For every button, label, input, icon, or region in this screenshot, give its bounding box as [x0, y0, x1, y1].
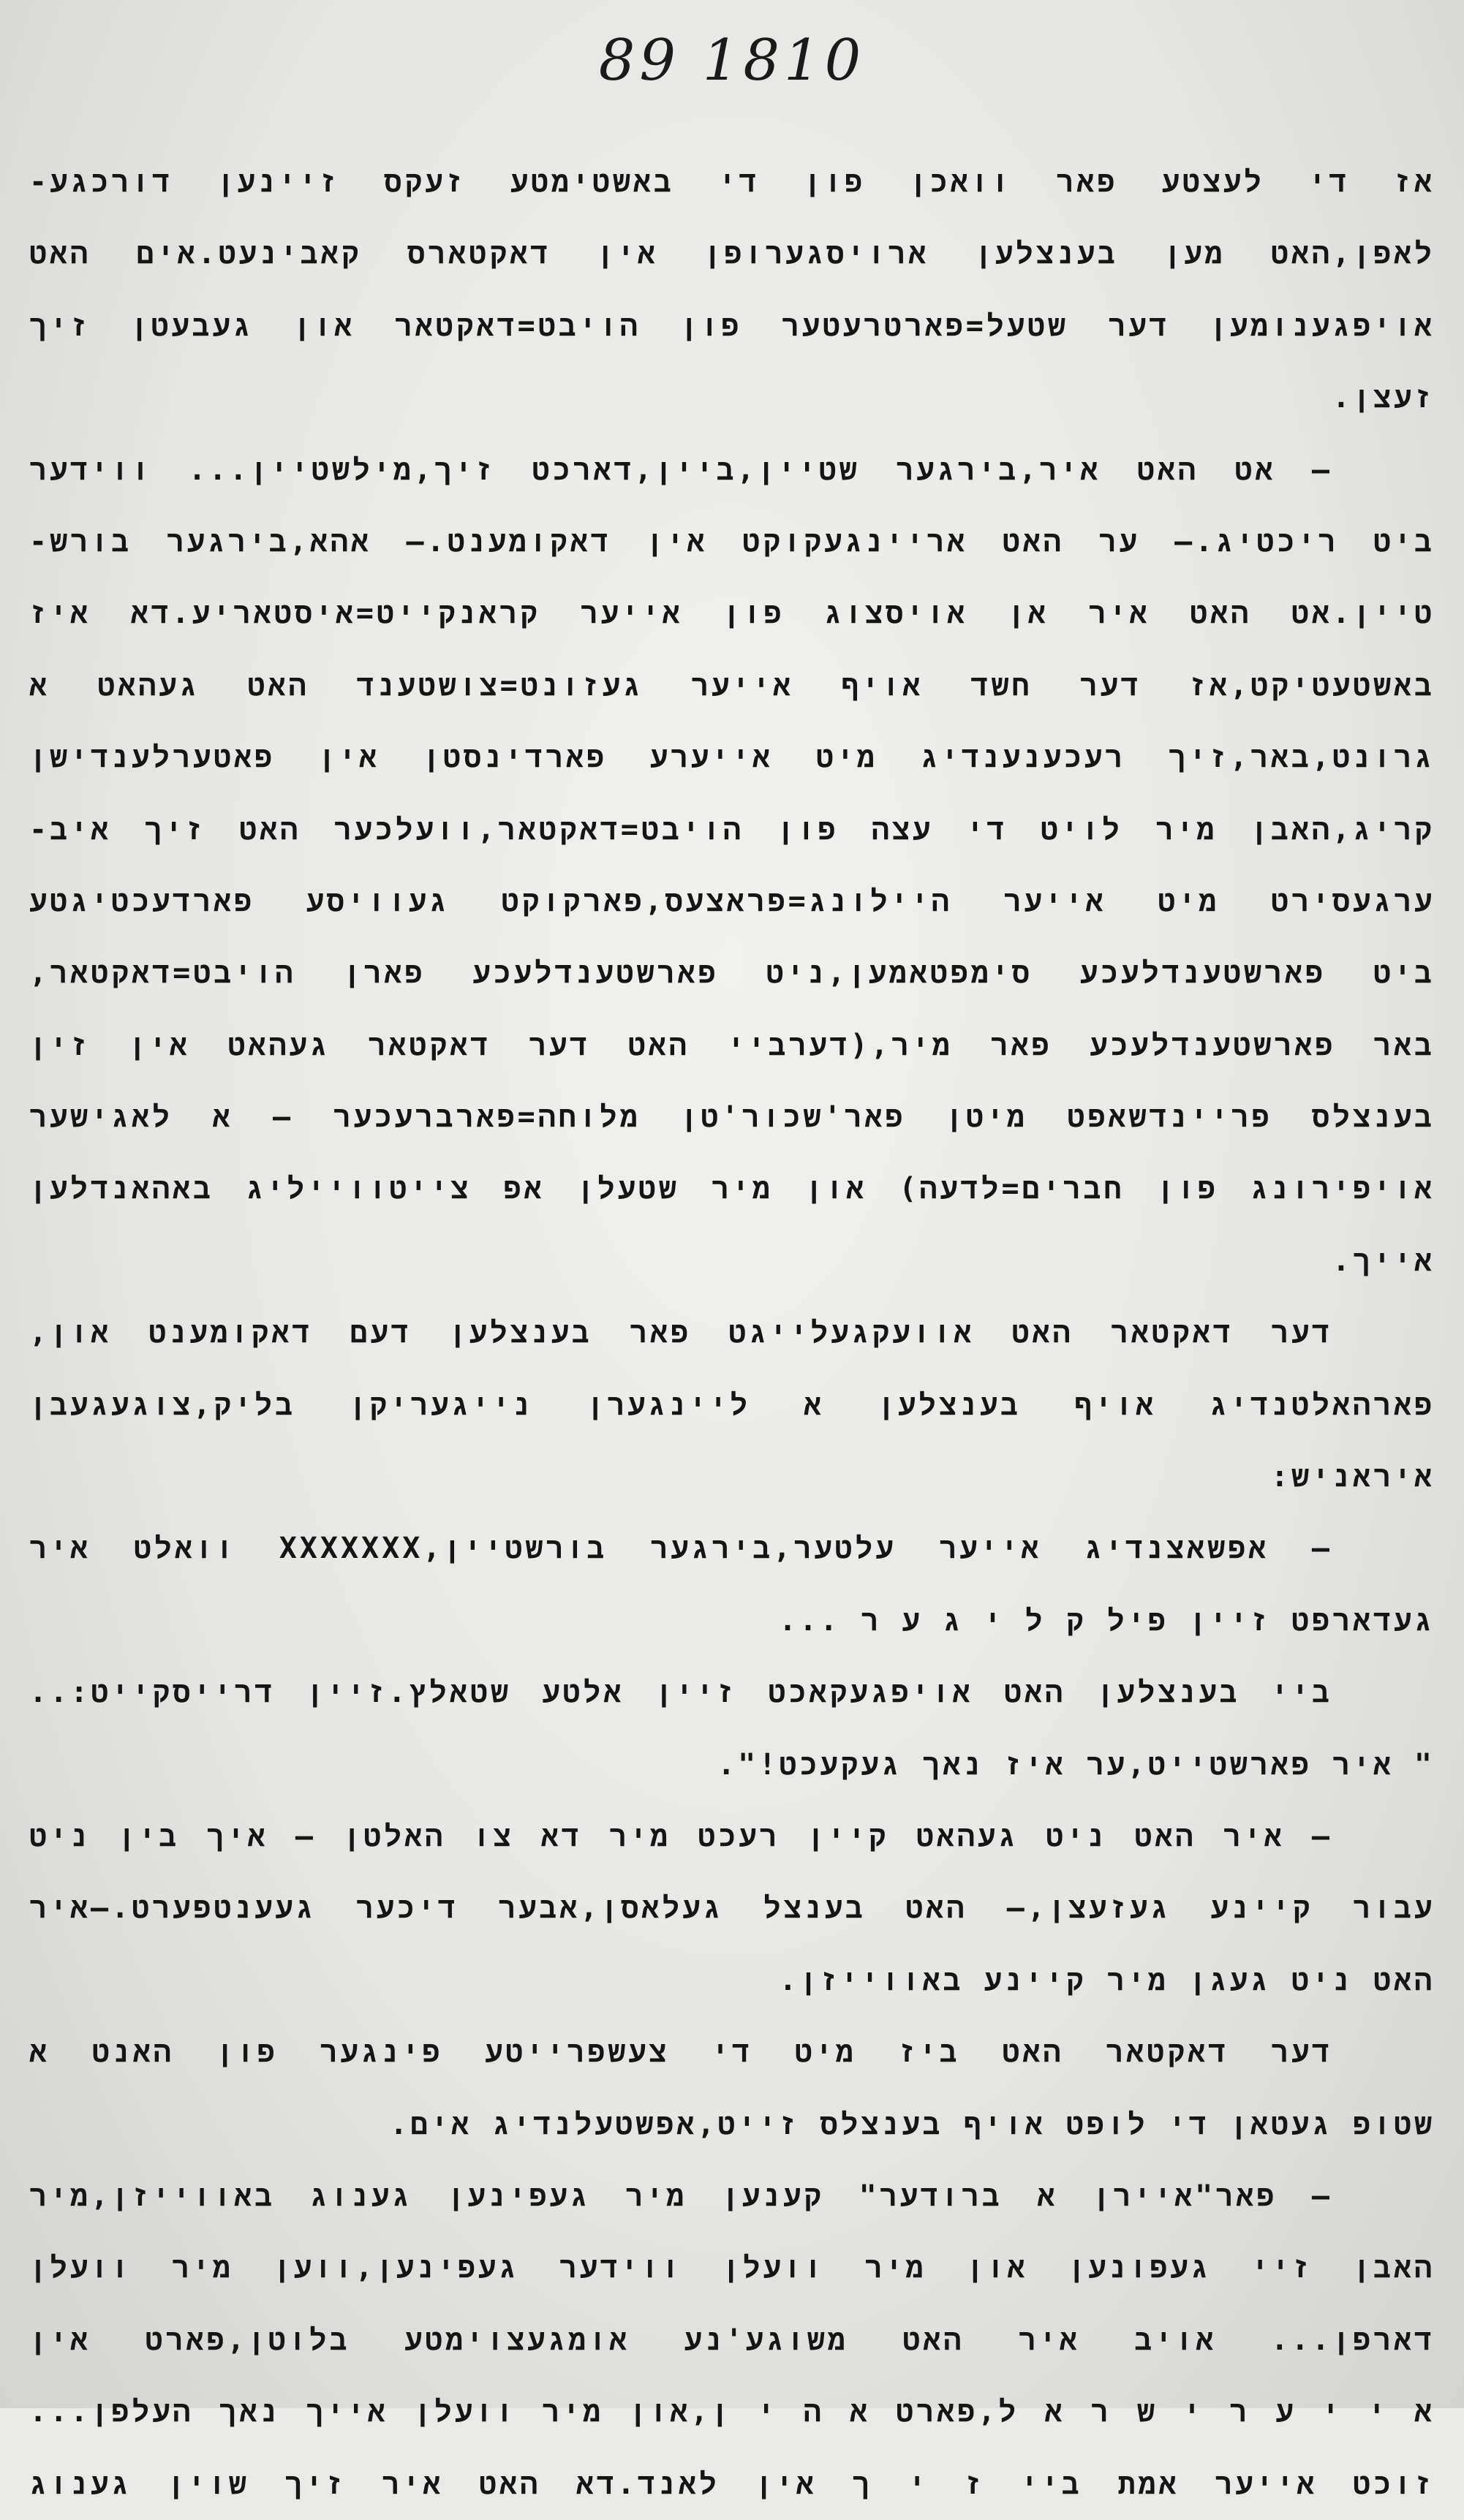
text-line: גרונט,באר,זיך רעכענענדיג מיט אייערע פארדינסטן אין פאטערלענדישן [29, 741, 1435, 775]
text-line: — אפשאצנדיג אייער עלטער,בירגער בורשטיין,XXXXXXX וואלט איר [29, 1532, 1332, 1566]
text-line: — פאר"איירן א ברודער" קענען מיר געפינען גענוג באווייזן,מיר [29, 2179, 1332, 2213]
text-line: איראניש: [1270, 1460, 1435, 1494]
text-line: " איר פארשטייט,ער איז נאך געקעכט!". [717, 1747, 1435, 1782]
text-line: — איר האט ניט געהאט קיין רעכט מיר דא צו האלטן — איך בין ניט [29, 1819, 1332, 1853]
text-line: האט ניט געגן מיר קיינע באווייזן. [779, 1963, 1435, 1997]
text-line: שטופ געטאן די לופט אויף בענצלס זייט,אפשטעלנדיג אים. [390, 2107, 1435, 2141]
typewritten-text [29, 146, 1435, 2520]
text-line: טיין.אט האט איר אן אויסצוג פון אייער קראנקייט=איסטאריע.דא איז [29, 597, 1435, 631]
text-line: באר פארשטענדלעכע פאר מיר,(דערביי האט דער דאקטאר געהאט אין זין [29, 1028, 1435, 1062]
text-line: דארפן... אויב איר האט משוגע'נע אומגעצוימטע בלוטן,פארט אין [29, 2323, 1435, 2357]
text-line: ערגעסירט מיט אייער היילונג=פראצעס,פארקוקט געוויסע פארדעכטיגטע [29, 884, 1435, 918]
text-line: קריג,האבן מיר לויט די עצה פון הויבט=דאקטאר,וועלכער האט זיך איב- [29, 812, 1435, 847]
text-line: אז די לעצטע פאר וואכן פון די באשטימטע זעקס זיינען דורכגע- [29, 165, 1435, 199]
text-line: עבור קיינע געזעצן,— האט בענצל געלאסן,אבער דיכער געענטפערט.—איר [29, 1891, 1435, 1926]
text-line: ביט ריכטיג.— ער האט אריינגעקוקט אין דאקומענט.— אהא,בירגער בורש- [29, 524, 1435, 559]
text-line: — אט האט איר,בירגער שטיין,ביין,דארכט זיך,מילשטיין... ווידער [29, 453, 1332, 487]
text-line: ביי בענצלען האט אויפגעקאכט זיין אלטע שטאלץ.זיין דרייסקייט:.. [29, 1676, 1332, 1710]
text-line: זעצן. [1332, 381, 1435, 415]
text-line: דער דאקטאר האט אוועקגעלייגט פאר בענצלען דעם דאקומענט און, [29, 1316, 1332, 1350]
text-line: אייך. [1332, 1244, 1435, 1278]
text-line: פארהאלטנדיג אויף בענצלען א ליינגערן נייגעריקן בליק,צוגעגעבן [29, 1388, 1435, 1422]
text-line: בענצלס פריינדשאפט מיטן פאר'שכור'טן מלוחה=פארברעכער — א לאגישער [29, 1100, 1435, 1135]
text-line: אויפגענומען דער שטעל=פארטרעטער פון הויבט=דאקטאר און געבעטן זיך [29, 309, 1435, 343]
text-line: באשטעטיקט,אז דער חשד אויף אייער געזונט=צושטענד האט געהאט א [29, 668, 1435, 703]
text-line: זוכט אייער אמת ביי ז י ך אין לאנד.דא האט איר זיך שוין גענוג [29, 2467, 1435, 2501]
text-line: לאפן,האט מען בענצלען ארויסגערופן אין דאקטארס קאבינעט.אים האט [29, 237, 1435, 271]
page-number: 1810 89 [598, 28, 866, 94]
text-line: געדארפט זיין פיל ק ל י ג ע ר ... [778, 1603, 1435, 1638]
text-line: אויפירונג פון חברים=לדעה) און מיר שטעלן אפ צייטווייליג באהאנדלען [29, 1172, 1435, 1206]
text-line: דער דאקטאר האט ביז מיט די צעשפרייטע פינגער פון האנט א [29, 2035, 1332, 2070]
text-line: א י י ע ר י ש ר א ל,פארט א ה י ן,און מיר וועלן אייך נאך העלפן... [29, 2395, 1435, 2429]
text-line: האבן זיי געפונען און מיר וועלן ווידער געפינען,ווען מיר וועלן [29, 2251, 1435, 2285]
text-line: ביט פארשטענדלעכע סימפטאמען,ניט פארשטענדלעכע פארן הויבט=דאקטאר, [29, 956, 1435, 991]
